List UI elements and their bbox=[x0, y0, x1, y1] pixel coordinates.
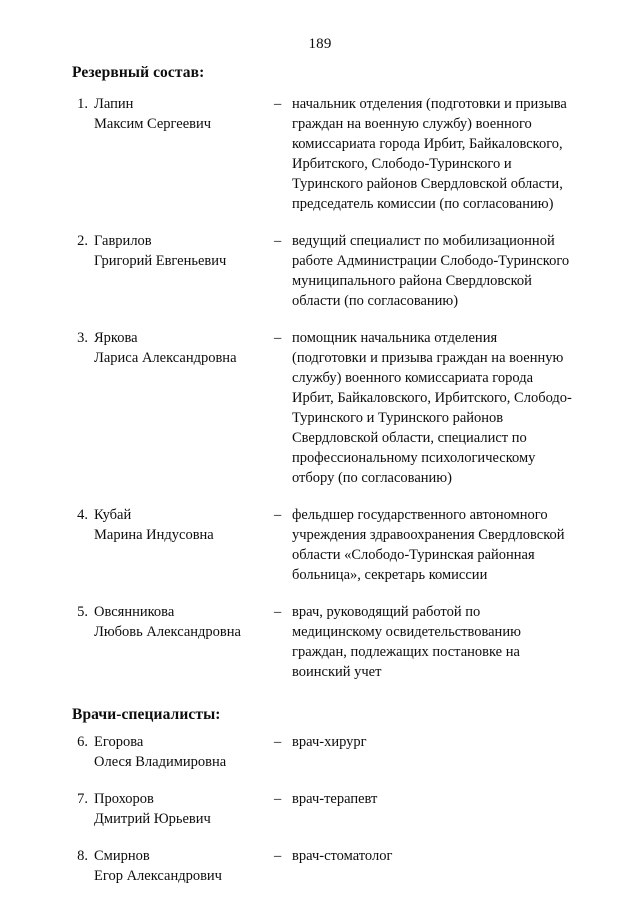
person-given-name: Марина Индусовна bbox=[94, 527, 214, 543]
dash-separator: – bbox=[274, 604, 282, 620]
list-item bbox=[72, 231, 572, 311]
list-item-description: начальник отделения (подготовки и призыва граждан на военную службу) военного комиссариата города Ирбит, Байкаловского, Ирбитского, Слободо-Туринского и Туринского районов Свердловской области, председатель комиссии (по согласованию) bbox=[292, 96, 567, 212]
person-given-name: Григорий Евгеньевич bbox=[94, 253, 227, 269]
person-surname: Яркова bbox=[94, 330, 138, 346]
list-item-description: врач, руководящий работой по медицинскому освидетельствованию граждан, подлежащих постановке на воинский учет bbox=[292, 604, 521, 680]
list-item bbox=[72, 602, 572, 682]
person-surname: Лапин bbox=[94, 96, 134, 112]
list-item bbox=[72, 846, 572, 886]
list-item-name bbox=[94, 94, 274, 134]
list-item-description: врач-терапевт bbox=[292, 791, 378, 807]
section-heading-reserve: Резервный состав: bbox=[72, 64, 205, 81]
list-item-number: 2. bbox=[77, 233, 88, 249]
page-number: 189 bbox=[308, 36, 332, 52]
list-item-description: фельдшер государственного автономного учреждения здравоохранения Свердловской области «Слободо-Туринская районная больница», секретарь комиссии bbox=[292, 507, 565, 583]
person-surname: Кубай bbox=[94, 507, 132, 523]
person-surname: Овсянникова bbox=[94, 604, 175, 620]
list-item bbox=[72, 732, 572, 772]
list-item-description: помощник начальника отделения (подготовки и призыва граждан на военную службу) военного комиссариата города Ирбит, Байкаловского, Ирбитского, Слободо-Туринского и Туринского районов Свердловской области, специалист по профессиональному психологическому отбору (по согласованию) bbox=[292, 330, 572, 486]
list-item-name bbox=[94, 602, 274, 642]
list-item-name bbox=[94, 505, 274, 545]
list-item-number: 5. bbox=[77, 604, 88, 620]
person-surname: Прохоров bbox=[94, 791, 154, 807]
list-item-description: врач-хирург bbox=[292, 734, 367, 750]
list-item-number: 6. bbox=[77, 734, 88, 750]
document-body bbox=[72, 58, 572, 903]
list-item-number: 1. bbox=[77, 96, 88, 112]
list-item-name bbox=[94, 846, 274, 886]
list-item bbox=[72, 94, 572, 214]
dash-separator: – bbox=[274, 848, 282, 864]
person-given-name: Максим Сергеевич bbox=[94, 116, 212, 132]
person-given-name: Лариса Александровна bbox=[94, 350, 237, 366]
person-surname: Гаврилов bbox=[94, 233, 152, 249]
person-given-name: Любовь Александровна bbox=[94, 624, 241, 640]
list-item-name bbox=[94, 328, 274, 368]
list-item-name bbox=[94, 789, 274, 829]
dash-separator: – bbox=[274, 734, 282, 750]
person-surname: Смирнов bbox=[94, 848, 150, 864]
dash-separator: – bbox=[274, 233, 282, 249]
person-given-name: Дмитрий Юрьевич bbox=[94, 811, 211, 827]
list-item-number: 3. bbox=[77, 330, 88, 346]
list-item bbox=[72, 328, 572, 488]
person-given-name: Олеся Владимировна bbox=[94, 754, 227, 770]
list-item-description: ведущий специалист по мобилизационной работе Администрации Слободо-Туринского муниципального района Свердловской области (по согласованию) bbox=[292, 233, 570, 309]
list-item-number: 4. bbox=[77, 507, 88, 523]
list-item-number: 7. bbox=[77, 791, 88, 807]
dash-separator: – bbox=[274, 507, 282, 523]
list-item bbox=[72, 505, 572, 585]
list-item-name bbox=[94, 732, 274, 772]
list-item bbox=[72, 789, 572, 829]
person-given-name: Егор Александрович bbox=[94, 868, 222, 884]
section-heading-specialists: Врачи-специалисты: bbox=[72, 706, 221, 723]
dash-separator: – bbox=[274, 96, 282, 112]
dash-separator: – bbox=[274, 330, 282, 346]
list-item-number: 8. bbox=[77, 848, 88, 864]
dash-separator: – bbox=[274, 791, 282, 807]
list-item-name bbox=[94, 231, 274, 271]
person-surname: Егорова bbox=[94, 734, 144, 750]
list-item-description: врач-стоматолог bbox=[292, 848, 393, 864]
